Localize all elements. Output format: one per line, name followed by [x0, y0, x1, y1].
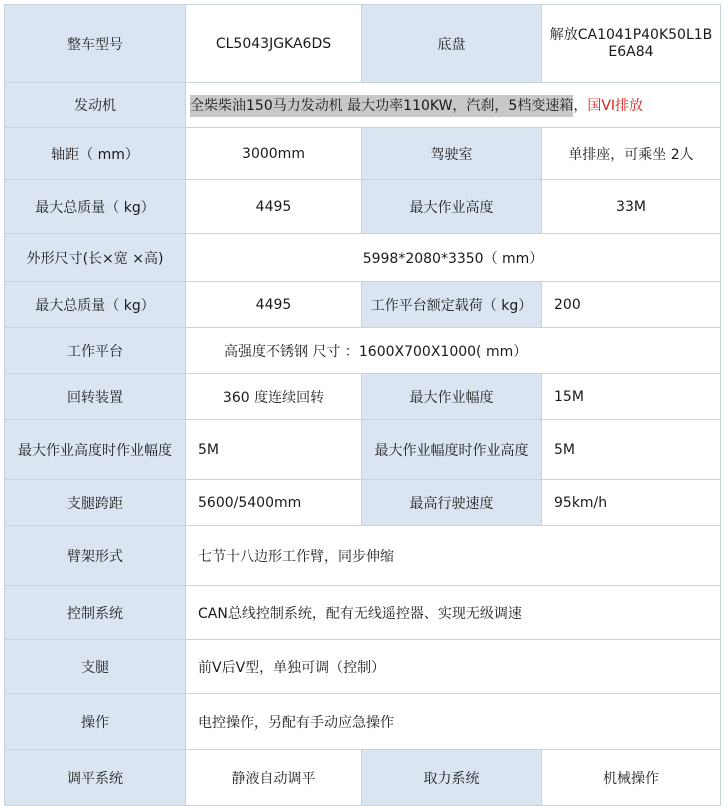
value-control-system: CAN总线控制系统，配有无线遥控器、实现无级调速 — [186, 586, 721, 640]
label-max-mass: 最大总质量（ kg） — [5, 180, 186, 234]
table-row — [5, 420, 721, 480]
label-platform-load: 工作平台额定载荷（ kg） — [362, 282, 542, 328]
value-max-mass-2: 4495 — [186, 282, 362, 328]
value-leveling-system: 静液自动调平 — [186, 750, 362, 806]
label-operation: 操作 — [5, 694, 186, 750]
label-vehicle-model: 整车型号 — [5, 5, 186, 83]
value-max-reach: 15M — [542, 374, 721, 420]
value-wheelbase: 3000mm — [186, 128, 362, 180]
engine-highlight: 全柴柴油150马力发动机 最大功率110KW，汽刹，5档变速箱 — [190, 95, 573, 117]
label-slewing: 回转装置 — [5, 374, 186, 420]
label-reach-at-max-height: 最大作业高度时作业幅度 — [5, 420, 186, 480]
engine-separator: ， — [573, 98, 588, 114]
label-max-speed: 最高行驶速度 — [362, 480, 542, 526]
value-pto-system: 机械操作 — [542, 750, 721, 806]
label-outrigger: 支腿 — [5, 640, 186, 694]
label-height-at-max-reach: 最大作业幅度时作业高度 — [362, 420, 542, 480]
label-boom-type: 臂架形式 — [5, 526, 186, 586]
value-operation: 电控操作，另配有手动应急操作 — [186, 694, 721, 750]
value-height-at-max-reach: 5M — [542, 420, 721, 480]
label-platform: 工作平台 — [5, 328, 186, 374]
table-row — [5, 83, 721, 128]
value-max-speed: 95km/h — [542, 480, 721, 526]
label-max-reach: 最大作业幅度 — [362, 374, 542, 420]
value-engine — [186, 83, 721, 128]
label-chassis: 底盘 — [362, 5, 542, 83]
label-outrigger-span: 支腿跨距 — [5, 480, 186, 526]
table-row — [5, 750, 721, 806]
label-leveling-system: 调平系统 — [5, 750, 186, 806]
label-engine: 发动机 — [5, 83, 186, 128]
table-row — [5, 282, 721, 328]
value-cab: 单排座，可乘坐 2人 — [542, 128, 721, 180]
value-boom-type: 七节十八边形工作臂，同步伸缩 — [186, 526, 721, 586]
label-cab: 驾驶室 — [362, 128, 542, 180]
value-max-mass: 4495 — [186, 180, 362, 234]
value-vehicle-model: CL5043JGKA6DS — [186, 5, 362, 83]
label-max-mass-2: 最大总质量（ kg） — [5, 282, 186, 328]
emission-standard: 国VI排放 — [587, 98, 644, 114]
table-row — [5, 586, 721, 640]
value-reach-at-max-height: 5M — [186, 420, 362, 480]
label-dimensions: 外形尺寸(长×宽 ×高) — [5, 234, 186, 282]
label-pto-system: 取力系统 — [362, 750, 542, 806]
table-row — [5, 5, 721, 83]
table-row — [5, 234, 721, 282]
label-control-system: 控制系统 — [5, 586, 186, 640]
value-slewing: 360 度连续回转 — [186, 374, 362, 420]
value-outrigger-span: 5600/5400mm — [186, 480, 362, 526]
value-platform-load: 200 — [542, 282, 721, 328]
table-row — [5, 328, 721, 374]
table-row — [5, 640, 721, 694]
value-platform: 高强度不锈钢 尺寸 ：1600X700X1000( mm） — [186, 328, 721, 374]
value-max-working-height: 33M — [542, 180, 721, 234]
label-max-working-height: 最大作业高度 — [362, 180, 542, 234]
table-row — [5, 374, 721, 420]
spec-table — [4, 4, 721, 806]
table-row — [5, 180, 721, 234]
label-wheelbase: 轴距（ mm） — [5, 128, 186, 180]
table-row — [5, 526, 721, 586]
table-row — [5, 480, 721, 526]
value-dimensions: 5998*2080*3350（ mm） — [186, 234, 721, 282]
value-outrigger: 前V后V型，单独可调（控制） — [186, 640, 721, 694]
table-row — [5, 128, 721, 180]
table-row — [5, 694, 721, 750]
value-chassis: 解放CA1041P40K50L1BE6A84 — [542, 5, 721, 83]
